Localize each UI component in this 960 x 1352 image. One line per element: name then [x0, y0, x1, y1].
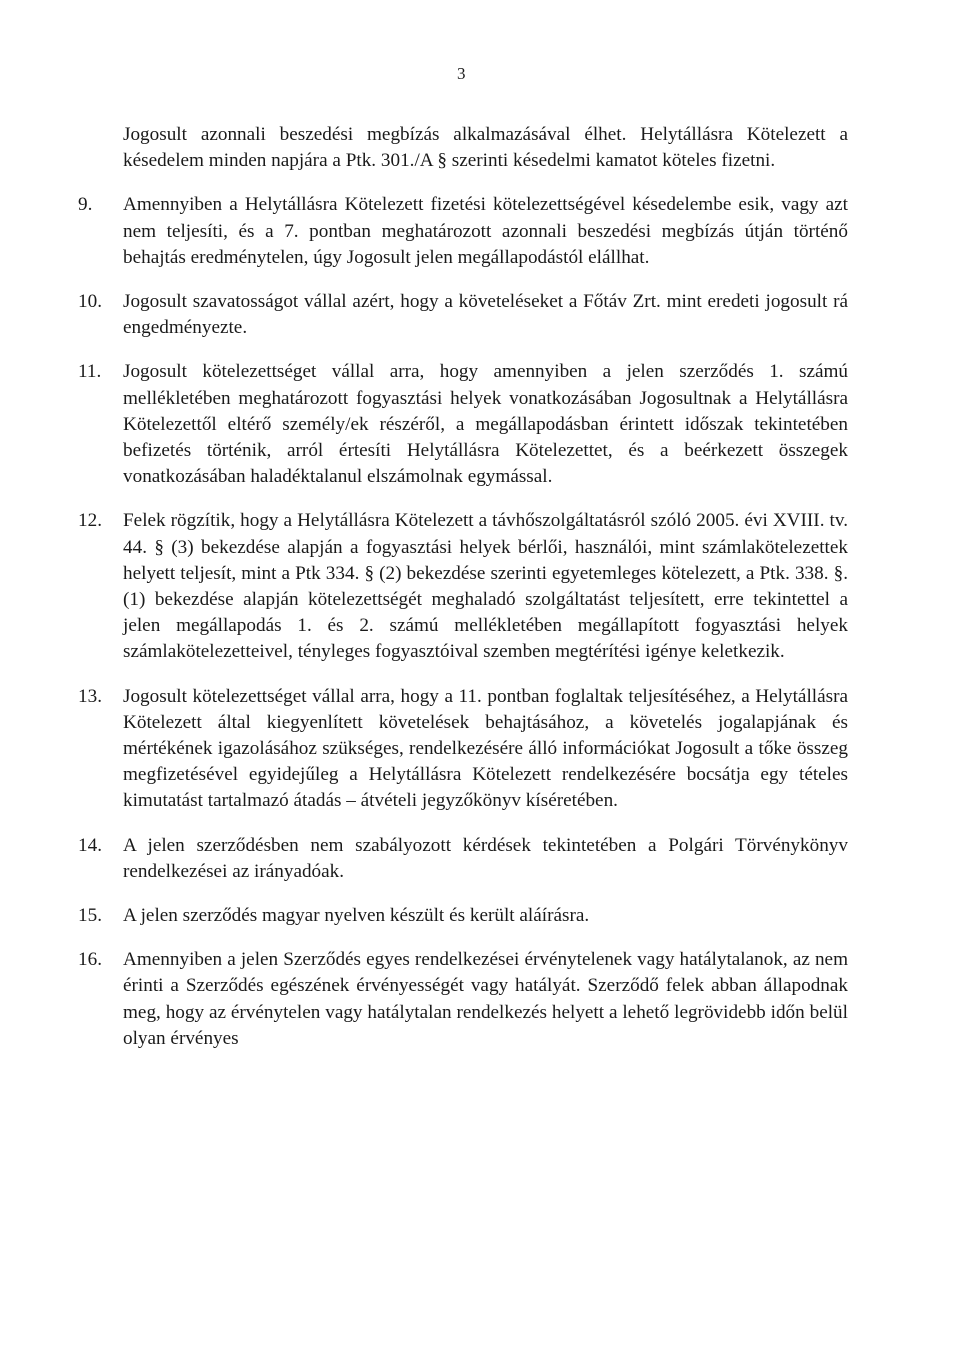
item-text: Jogosult szavatosságot vállal azért, hogy a követeléseket a Főtáv Zrt. mint eredeti jogosult rá engedményezte.	[123, 291, 848, 339]
item-number: 16.	[78, 949, 102, 971]
intro-paragraph: Jogosult azonnali beszedési megbízás alkalmazásával élhet. Helytállásra Kötelezett a késedelem minden napjára a Ptk. 301./A § szerinti késedelmi kamatot köteles fizetni.	[123, 124, 848, 172]
list-item-12	[78, 508, 848, 665]
list-item-13	[78, 684, 848, 815]
list-item-14	[78, 833, 848, 885]
item-text: Jogosult kötelezettséget vállal arra, hogy amennyiben a jelen szerződés 1. számú mellékletében meghatározott fogyasztási helyek vonatkozásában Jogosultnak a Helytállásra Kötelezettől eltérő személy/ek részéről, a megállapodásban érintett időszak tekintetében befizetés történik, arról értesíti Helytállásra Kötelezettet, és a beérkezett összegek vonatkozásában haladéktalanul elszámolnak egymással.	[123, 361, 848, 488]
list-item-10	[78, 289, 848, 341]
item-text: Jogosult kötelezettséget vállal arra, hogy a 11. pontban foglaltak teljesítéséhez, a Helytállásra Kötelezett által kiegyenlített követelések behajtásához, a követelés jogalapjának és mértékének igazolásához szükséges, rendelkezésére álló információkat Jogosult a tőke összeg megfizetésével egyidejűleg a Helytállásra Kötelezett rendelkezésére bocsátja egy tételes kimutatást tartalmazó átadás – átvételi jegyzőkönyv kíséretében.	[123, 685, 848, 812]
item-text: Amennyiben a Helytállásra Kötelezett fizetési kötelezettségével késedelembe esik, vagy azt nem teljesíti, és a 7. pontban meghatározott azonnali beszedési megbízás útján történő behajtás eredménytelen, úgy Jogosult jelen megállapodástól elállhat.	[123, 194, 848, 268]
document-body	[78, 122, 848, 1052]
item-text: A jelen szerződés magyar nyelven készült és került aláírásra.	[123, 905, 590, 927]
item-text: Felek rögzítik, hogy a Helytállásra Kötelezett a távhőszolgáltatásról szóló 2005. évi XVIII. tv. 44. § (3) bekezdése alapján a fogyasztási helyek bérlői, használói, mint számlakötelezettek helyett teljesít, mint a Ptk 334. § (2) bekezdése szerinti egyetemleges kötelezett, a Ptk. 338. §. (1) bekezdése alapján kötelezettségét meghaladó szolgáltatást teljesített, erre tekintettel a jelen megállapodás 1. és 2. számú mellékletében megállapított fogyasztási helyek számlakötelezetteivel, tényleges fogyasztóival szemben megtérítési igénye keletkezik.	[123, 510, 848, 663]
list-item-11	[78, 359, 848, 490]
item-number: 10.	[78, 291, 102, 313]
item-text: Amennyiben a jelen Szerződés egyes rendelkezései érvénytelenek vagy hatálytalanok, az nem érinti a Szerződés egészének érvényességét vagy hatályát. Szerződő felek abban állapodnak meg, hogy az érvénytelen vagy hatálytalan rendelkezés helyett a lehető legrövidebb időn belül olyan érvényes	[123, 949, 848, 1049]
list-item-15	[78, 903, 848, 929]
item-text: A jelen szerződésben nem szabályozott kérdések tekintetében a Polgári Törvénykönyv rendelkezései az irányadóak.	[123, 834, 848, 882]
list-item-16	[78, 947, 848, 1052]
item-number: 14.	[78, 834, 102, 856]
page-number: 3	[457, 64, 466, 83]
list-item-9	[78, 192, 848, 271]
item-number: 15.	[78, 905, 102, 927]
item-number: 13.	[78, 685, 102, 707]
item-number: 9.	[78, 194, 93, 216]
item-number: 11.	[78, 361, 102, 383]
item-number: 12.	[78, 510, 102, 532]
